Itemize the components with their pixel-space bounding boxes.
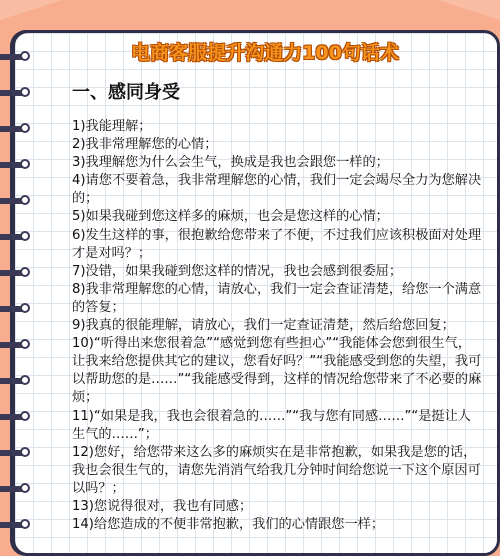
binding-ring [0,160,32,170]
list-item: 8)我非常理解您的心情，请放心，我们一定会查证清楚，给您一个满意的答复； [72,281,482,315]
page-title: 电商客服提升沟通力100句话术 [131,42,399,64]
binding-ring [0,304,32,314]
list-item: 3)我理解您为什么会生气，换成是我也会跟您一样的； [72,155,389,171]
binding-ring [0,52,32,62]
list-item: 7)没错，如果我碰到您这样的情况，我也会感到很委屈； [72,263,403,279]
list-item: 10)“听得出来您很着急”“感觉到您有些担心”“我能体会您到很生气，让我来给您提供其它的建议，您看好吗？”“我能感受到您的失望，我可以帮助您的是……”“我能感受得到，这样的情况给您带来了不必要的麻烦； [72,336,482,406]
section-heading: 一、感同身受 [72,82,180,103]
list-item: 5)如果我碰到您这样多的麻烦，也会是您这样的心情； [72,209,389,225]
binding-ring [0,484,32,494]
list-item: 2)我非常理解您的心情； [72,137,218,153]
list-item: 14)给您造成的不便非常抱歉，我们的心情跟您一样； [72,517,385,533]
list-item: 1)我能理解； [72,119,152,134]
list-item: 4)请您不要着急，我非常理解您的心情，我们一定会竭尽全力为您解决的； [72,173,482,207]
binding-ring [0,88,32,98]
list-item: 13)您说得很对，我也有同感； [72,498,253,514]
binding-ring [0,196,32,206]
binding-ring [0,412,32,422]
binding-ring [0,520,32,530]
binding-ring [0,124,32,134]
list-item: 11)“如果是我，我也会很着急的……”“我与您有同感……”“是挺让人生气的……”； [72,408,471,442]
script-list [72,118,482,534]
binding-ring [0,376,32,386]
binding-ring [0,232,32,242]
list-item: 6)发生这样的事，很抱歉给您带来了不便，不过我们应该积极面对处理才是对吗？； [72,227,482,261]
binding-ring [0,268,32,278]
list-item: 12)您好，给您带来这么多的麻烦实在是非常抱歉，如果我是您的话，我也会很生气的，请您先消消气给我几分钟时间给您说一下这个原因可以吗？； [72,444,481,496]
binding-ring [0,448,32,458]
list-item: 9)我真的很能理解，请放心，我们一定查证清楚，然后给您回复； [72,318,455,334]
binding-ring [0,340,32,350]
